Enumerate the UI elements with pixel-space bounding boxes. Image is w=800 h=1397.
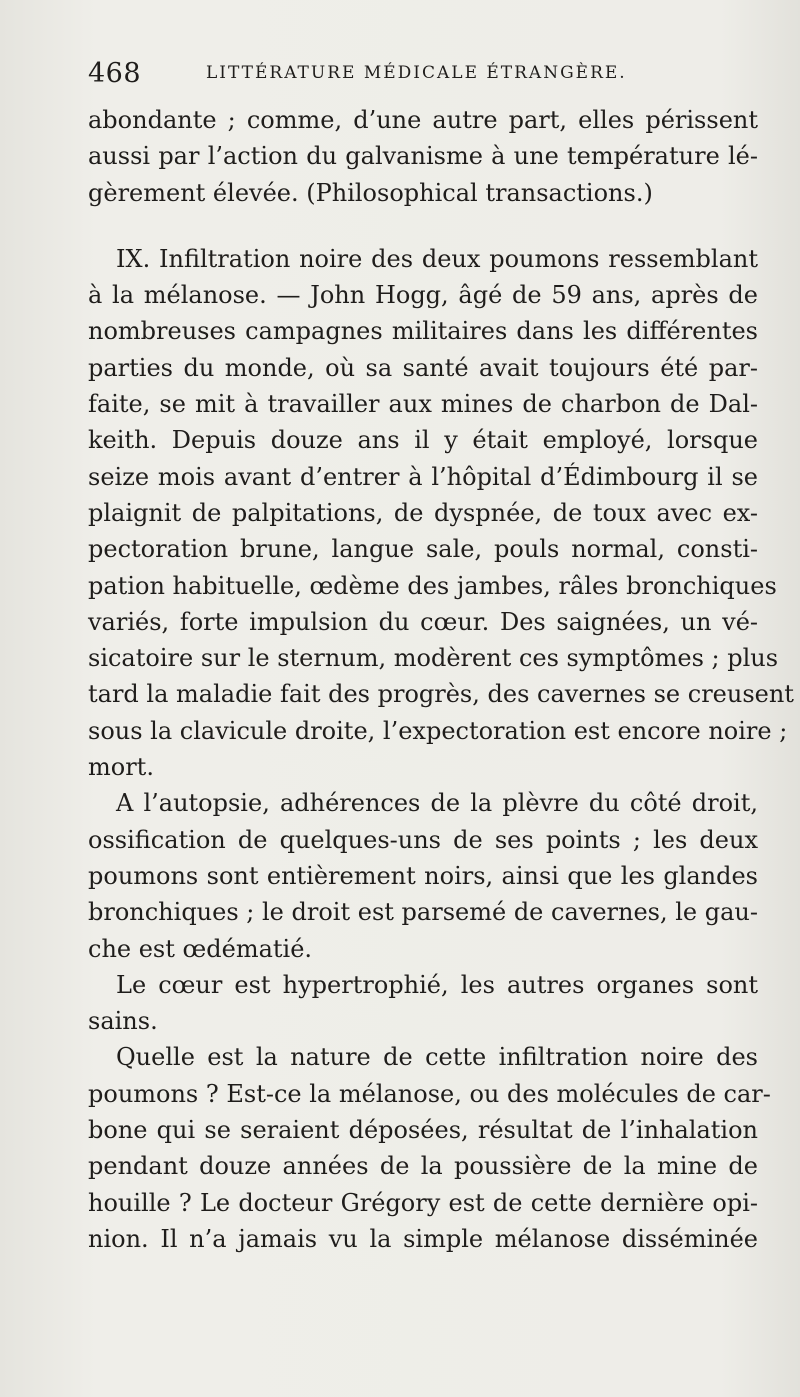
- text-line: sicatoire sur le sternum, modèrent ces symptômes ; plus: [88, 644, 779, 673]
- text-line: parties du monde, où sa santé avait toujours été par-: [88, 353, 758, 382]
- section-gap: [88, 211, 758, 241]
- body-text: [88, 102, 794, 1257]
- text-line: bronchiques ; le droit est parsemé de cavernes, le gau-: [88, 898, 758, 927]
- section-heading-line: IX. Infiltration noire des deux poumons ressemblant: [116, 244, 758, 273]
- text-line: mort.: [88, 753, 154, 782]
- text-line: à la mélanose. — John Hogg, âgé de 59 ans, après de: [88, 281, 758, 310]
- text-line: seize mois avant d’entrer à l’hôpital d’Édimbourg il se: [88, 462, 758, 491]
- text-line: poumons sont entièrement noirs, ainsi que les glandes: [88, 861, 758, 890]
- page-header: [88, 58, 768, 94]
- text-line: bone qui se seraient déposées, résultat de l’inhalation: [88, 1116, 758, 1145]
- text-line: abondante ; comme, d’une autre part, elles périssent: [88, 106, 758, 134]
- text-line: poumons ? Est-ce la mélanose, ou des molécules de car-: [88, 1079, 771, 1108]
- text-line: nombreuses campagnes militaires dans les différentes: [88, 317, 758, 346]
- text-line: pectoration brune, langue sale, pouls normal, consti-: [88, 535, 758, 564]
- text-line: faite, se mit à travailler aux mines de charbon de Dal-: [88, 390, 758, 419]
- text-line: pendant douze années de la poussière de la mine de: [88, 1152, 758, 1181]
- text-line: gèrement élevée. (Philosophical transactions.): [88, 178, 653, 207]
- text-line: nion. Il n’a jamais vu la simple mélanose disséminée: [88, 1224, 758, 1253]
- text-line: plaignit de palpitations, de dyspnée, de toux avec ex-: [88, 498, 758, 527]
- text-line: A l’autopsie, adhérences de la plèvre du côté droit,: [116, 789, 758, 818]
- page-number: 468: [88, 58, 142, 89]
- text-line: Quelle est la nature de cette infiltration noire des: [116, 1043, 758, 1072]
- text-line: tard la maladie fait des progrès, des cavernes se creusent: [88, 680, 794, 709]
- text-line: pation habituelle, œdème des jambes, râles bronchiques: [88, 571, 777, 600]
- text-line: variés, forte impulsion du cœur. Des saignées, un vé-: [88, 607, 758, 636]
- text-line: houille ? Le docteur Grégory est de cette dernière opi-: [88, 1188, 758, 1217]
- text-line: Le cœur est hypertrophié, les autres organes sont: [116, 970, 758, 999]
- text-line: aussi par l’action du galvanisme à une température lé-: [88, 142, 758, 171]
- text-line: che est œdématié.: [88, 934, 313, 963]
- text-line: keith. Depuis douze ans il y était employé, lorsque: [88, 426, 758, 455]
- text-line: sains.: [88, 1007, 158, 1036]
- text-line: sous la clavicule droite, l’expectoration est encore noire ;: [88, 716, 788, 745]
- running-head: LITTÉRATURE MÉDICALE ÉTRANGÈRE.: [206, 63, 627, 83]
- text-line: ossification de quelques-uns de ses points ; les deux: [88, 825, 758, 854]
